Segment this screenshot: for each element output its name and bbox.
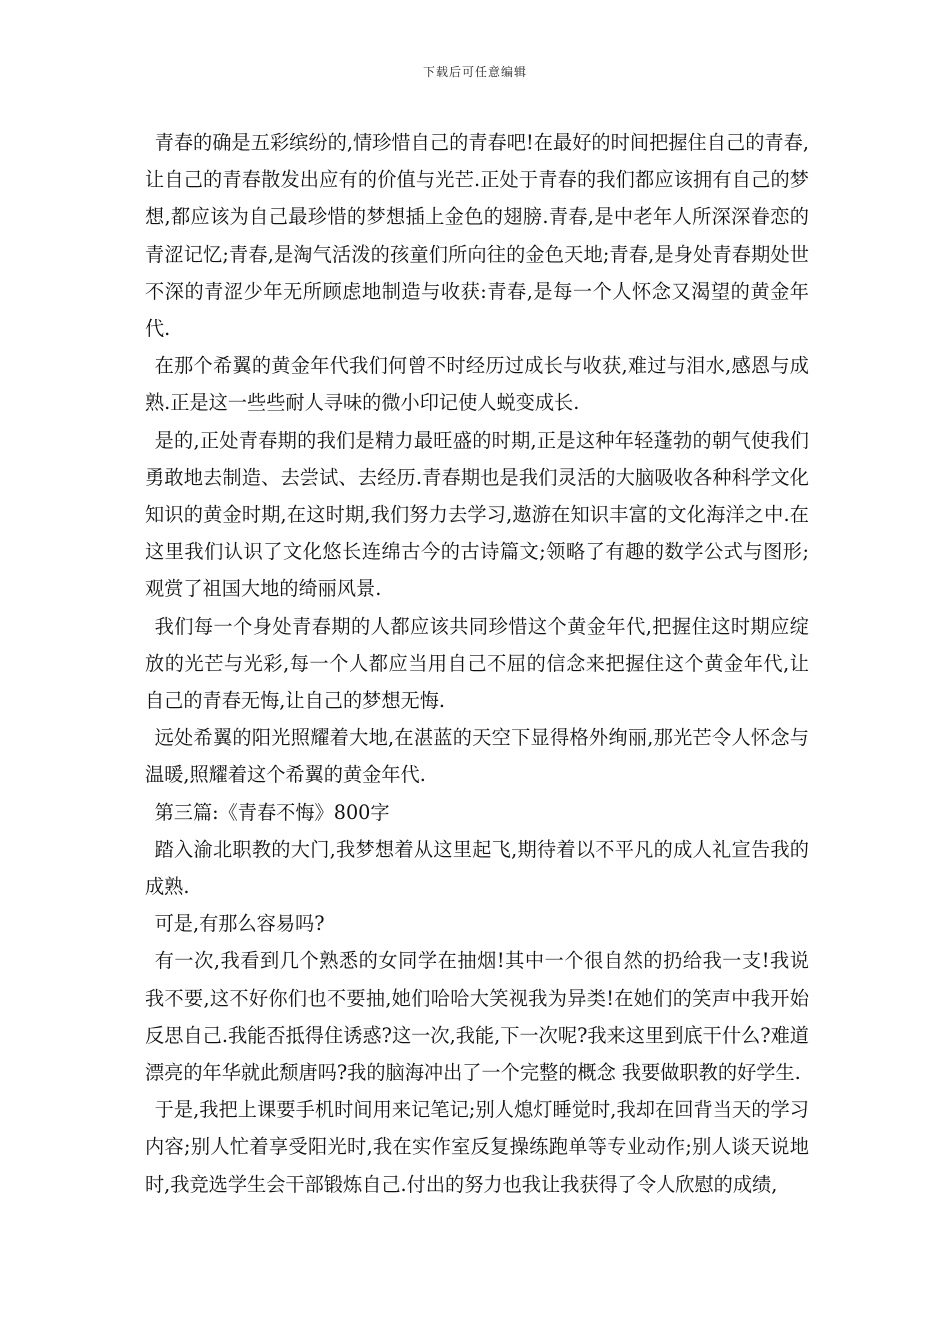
paragraph-2: 在那个希翼的黄金年代我们何曾不时经历过成长与收获,难过与泪水,感恩与成熟.正是这一些些耐人寻味的微小印记使人蜕变成长. — [145, 354, 809, 415]
paragraph-5: 远处希翼的阳光照耀着大地,在湛蓝的天空下显得格外绚丽,那光芒令人怀念与温暖,照耀着这个希翼的黄金年代. — [145, 726, 809, 787]
paragraph-6: 踏入渝北职教的大门,我梦想着从这里起飞,期待着以不平凡的成人礼宣告我的成熟. — [145, 837, 809, 899]
section-heading: 第三篇:《青春不悔》800字 — [154, 800, 390, 824]
paragraph-1: 青春的确是五彩缤纷的,情珍惜自己的青春吧!在最好的时间把握住自己的青春,让自己的青春散发出应有的价值与光芒.正处于青春的我们都应该拥有自己的梦想,都应该为自己最珍惜的梦想插上金色的翅膀.青春,是中老年人所深深眷恋的青涩记忆;青春,是淘气活泼的孩童们所向往的金色天地;青春,是身处青春期处世不深的青涩少年无所顾虑地制造与收获:青春,是每一个人怀念又渴望的黄金年代. — [145, 131, 809, 341]
paragraph-9: 于是,我把上课要手机时间用来记笔记;别人熄灯睡觉时,我却在回背当天的学习内容;别人忙着享受阳光时,我在实作室反复操练跑单等专业动作;别人谈天说地时,我竞选学生会干部锻炼自己.付出的努力也我让我获得了令人欣慰的成绩, — [145, 1098, 809, 1196]
paragraph-4: 我们每一个身处青春期的人都应该共同珍惜这个黄金年代,把握住这时期应绽放的光芒与光彩,每一个人都应当用自己不屈的信念来把握住这个黄金年代,让自己的青春无悔,让自己的梦想无悔. — [145, 614, 809, 713]
page-header-note: 下载后可任意编辑 — [422, 65, 527, 79]
document-body — [145, 124, 809, 1203]
paragraph-8: 有一次,我看到几个熟悉的女同学在抽烟!其中一个很自然的扔给我一支!我说我不要,这不好你们也不要抽,她们哈哈大笑视我为异类!在她们的笑声中我开始反思自己.我能否抵得住诱惑?这一次,我能,下一次呢?我来这里到底干什么?难道漂亮的年华就此颓唐吗?我的脑海冲出了一个完整的概念 我要做职教的好学生. — [145, 949, 809, 1085]
paragraph-7: 可是,有那么容易吗? — [154, 912, 325, 936]
paragraph-3: 是的,正处青春期的我们是精力最旺盛的时期,正是这种年轻蓬勃的朝气使我们勇敢地去制造、去尝试、去经历.青春期也是我们灵活的大脑吸收各种科学文化知识的黄金时期,在这时期,我们努力去学习,遨游在知识丰富的文化海洋之中.在这里我们认识了文化悠长连绵古今的古诗篇文;领略了有趣的数学公式与图形;观赏了祖国大地的绮丽风景. — [145, 428, 809, 601]
